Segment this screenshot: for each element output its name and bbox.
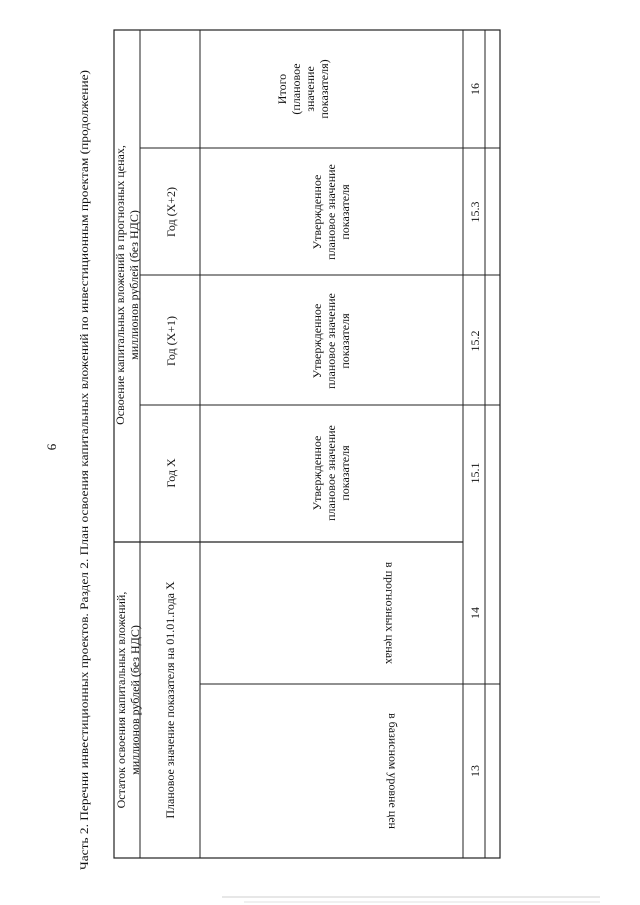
approved-line-3: показателя xyxy=(338,184,352,240)
approved-line-1: Утвержденное xyxy=(310,303,324,379)
column-number: 13 xyxy=(468,765,482,777)
header-development-line-1: Освоение капитальных вложений в прогнозных ценах, xyxy=(113,145,127,425)
approved-line-1: Утвержденное xyxy=(310,174,324,250)
column-number: 15.3 xyxy=(468,201,482,223)
column-number: 15.2 xyxy=(468,330,482,352)
column-number: 15.1 xyxy=(468,462,482,484)
total-line-2: (плановое xyxy=(289,63,303,115)
cell-approved-year-x-plus-1 xyxy=(310,293,352,389)
header-development-line-2: миллионов рублей (без НДС) xyxy=(127,210,141,360)
header-remaining-line-1: Остаток освоения капитальных вложений, xyxy=(114,591,128,809)
page-number: 9 xyxy=(44,443,60,451)
approved-line-2: плановое значение xyxy=(324,425,338,521)
header-remaining-investments xyxy=(114,592,142,809)
approved-line-3: показателя xyxy=(338,313,352,369)
header-remaining-line-2: миллионов рублей (без НДС) xyxy=(128,625,142,775)
approved-line-3: показателя xyxy=(338,445,352,501)
total-line-4: показателя) xyxy=(317,59,331,119)
total-line-3: значение xyxy=(303,66,317,112)
total-line-1: Итого xyxy=(275,73,289,105)
column-numbers-row xyxy=(468,83,482,777)
approved-line-2: плановое значение xyxy=(324,164,338,260)
header-forecast-prices: в прогнозных ценах xyxy=(383,561,397,665)
header-total xyxy=(275,59,331,118)
header-year-x: Год Х xyxy=(164,458,178,488)
header-base-prices: в базисном уровне цен xyxy=(386,713,400,829)
approved-line-2: плановое значение xyxy=(324,293,338,389)
cell-approved-year-x xyxy=(310,425,352,521)
header-development-investments xyxy=(113,145,141,425)
document-heading: Часть 2. Перечни инвестиционных проектов. Раздел 2. План освоения капитальных вложений по инвестиционным проектам (продолжение) xyxy=(77,152,91,870)
header-year-x-plus-2: Год (Х+2) xyxy=(164,186,178,238)
column-number: 14 xyxy=(468,607,482,619)
header-year-x-plus-1: Год (Х+1) xyxy=(164,315,178,367)
header-plan-value: Плановое значение показателя на 01.01.года Х xyxy=(163,581,177,819)
column-number: 16 xyxy=(468,83,482,95)
approved-line-1: Утвержденное xyxy=(310,435,324,511)
cell-approved-year-x-plus-2 xyxy=(310,164,352,260)
